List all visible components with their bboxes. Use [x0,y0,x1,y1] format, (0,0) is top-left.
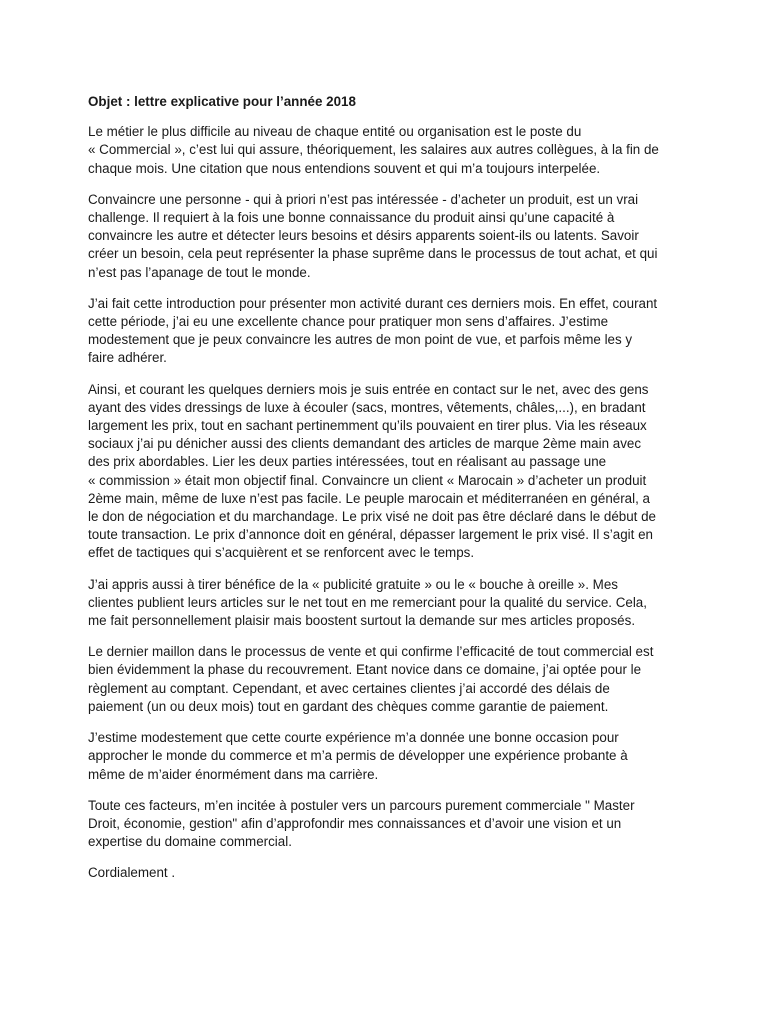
paragraph-3: J’ai fait cette introduction pour présenter mon activité durant ces derniers mois. En effet, courant cette période, j’ai eu une excellente chance pour pratiquer mon sens d’affaires. J’estime modestement que je peux convaincre les autres de mon point de vue, et parfois même les y faire adhérer. [88,295,658,366]
letter-body [88,93,693,883]
paragraph-6: Le dernier maillon dans le processus de vente et qui confirme l’efficacité de tout commercial est bien évidemment la phase du recouvrement. Etant novice dans ce domaine, j’ai optée pour le règlement au comptant. Cependant, et avec certaines clientes j’ai accordé des délais de paiement (un ou deux mois) tout en gardant des chèques comme garantie de paiement. [88,644,654,714]
paragraph-2: Convaincre une personne - qui à priori n’est pas intéressée - d’acheter un produit, est un vrai challenge. Il requiert à la fois une bonne connaissance du produit ainsi qu’une capacité à convaincre les autre et détecter leurs besoins et désirs apparents soient-ils ou latents. Savoir créer un besoin, cela peut représenter la phase suprême dans le processus de tout achat, et qui n’est pas l’apanage de tout le monde. [88,191,658,280]
paragraph-7: J’estime modestement que cette courte expérience m’a donnée une bonne occasion pour approcher le monde du commerce et m’a permis de développer une expérience probante à même de m’aider énormément dans ma carrière. [88,730,628,782]
paragraph-8: Toute ces facteurs, m’en incitée à postuler vers un parcours purement commerciale " Master Droit, économie, gestion" afin d’approfondir mes connaissances et d’avoir une vision et un expertise du domaine commercial. [88,797,635,850]
paragraph-4: Ainsi, et courant les quelques derniers mois je suis entrée en contact sur le net, avec des gens ayant des vides dressings de luxe à écouler (sacs, montres, vêtements, châles,...), en bradant largement les prix, tout en sachant pertinemment qu’ils pouvaient en tirer plus. Via les réseaux sociaux j’ai pu dénicher aussi des clients demandant des articles de marque 2ème main avec des prix abordables. Lier les deux parties intéressées, tout en réalisant au passage une « commission » était mon objectif final. Convaincre un client « Marocain » d’acheter un produit 2ème main, même de luxe n’est pas facile. Le peuple marocain et méditerranéen en général, a le don de négociation et du marchandage. Le prix visé ne doit pas être déclaré dans le début de toute transaction. Le prix d’annonce doit en général, dépasser largement le prix visé. Il s’agit en effet de tactiques qui s’acquièrent et se renforcent avec le temps. [88,381,657,561]
paragraph-5: J’ai appris aussi à tirer bénéfice de la « publicité gratuite » ou le « bouche à oreille ». Mes clientes publient leurs articles sur le net tout en me remerciant pour la qualité du service. Cela, me fait personnellement plaisir mais boostent surtout la demande sur mes articles proposés. [88,576,647,629]
letter-subject: Objet : lettre explicative pour l’année 2018 [88,94,356,109]
letter-closing: Cordialement . [88,865,176,881]
paragraph-1: Le métier le plus difficile au niveau de chaque entité ou organisation est le poste du « Commercial », c’est lui qui assure, théoriquement, les salaires aux autres collègues, à la fin de chaque mois. Une citation que nous entendions souvent et qui m’a toujours interpelée. [88,124,659,176]
